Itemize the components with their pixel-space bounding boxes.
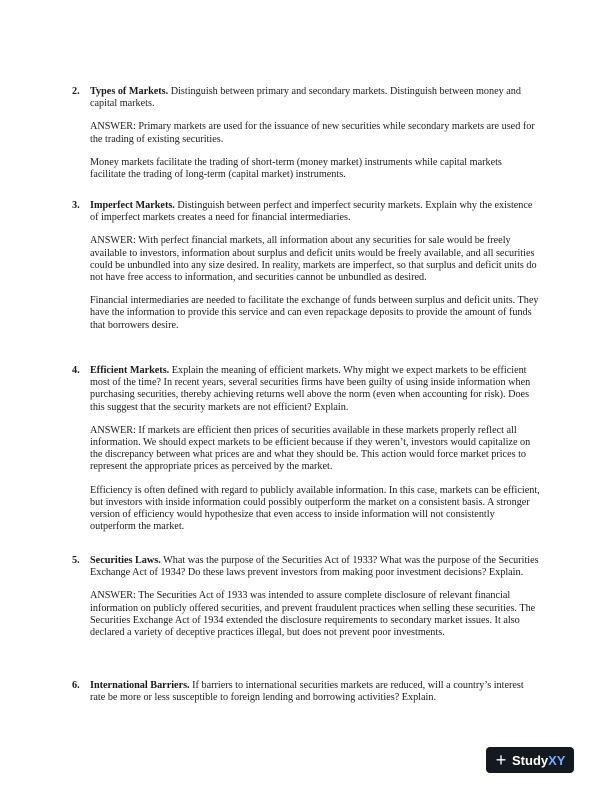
question-text [90, 555, 540, 579]
logo-text-xy: XY [548, 752, 566, 768]
question-title: International Barriers. [90, 680, 190, 691]
logo-text-study: Study [512, 752, 549, 768]
question-body: What was the purpose of the Securities Act of 1933? What was the purpose of the Securities Exchange Act of 1934? Do these laws prevent investors from making poor investment decisions? Explain. [90, 555, 539, 579]
question-4 [72, 365, 540, 533]
question-5 [72, 555, 540, 639]
answer-paragraph: Efficiency is often defined with regard to publicly available information. In this case, markets can be efficient, but investors with inside information could possibly outperform the market on a consistent basis. A stronger version of efficiency would hypothesize that even access to inside information will not consistently outperform the market. [90, 484, 540, 533]
question-number: 4. [72, 365, 80, 376]
answer-paragraph: ANSWER: With perfect financial markets, all information about any securities for sale would be freely available to investors, information about surplus and deficit units would be freely available, and all securities could be unbundled into any size desired. In reality, markets are imperfect, so that surplus and deficit units do not have free access to information, and securities cannot be unbundled as desired. [90, 235, 537, 284]
answer-paragraph: ANSWER: The Securities Act of 1933 was intended to assure complete disclosure of relevant financial information on publicly offered securities, and prevent fraudulent practices when selling these securities. The Securities Exchange Act of 1934 extended the disclosure requirements to secondary market issues. It also declared a variety of deceptive practices illegal, but does not prevent poor investments. [90, 590, 536, 639]
question-title: Types of Markets. [90, 86, 169, 97]
answer-paragraph: ANSWER: If markets are efficient then prices of securities available in these markets properly reflect all information. We should expect markets to be efficient because if they weren’t, investors would capitalize on the discrepancy between what prices are and what they should be. This action would force market prices to represent the appropriate prices as perceived by the market. [90, 424, 531, 473]
question-3 [72, 200, 540, 332]
question-number: 3. [72, 200, 80, 211]
question-6 [72, 680, 540, 704]
question-2 [72, 86, 540, 181]
plus-icon: + [495, 749, 507, 770]
question-number: 6. [72, 680, 80, 691]
answer-paragraph: ANSWER: Primary markets are used for the issuance of new securities while secondary markets are used for the trading of existing securities. [90, 121, 535, 145]
studyxy-logo-badge[interactable] [486, 747, 574, 773]
question-title: Imperfect Markets. [90, 200, 175, 211]
question-body: If barriers to international securities markets are reduced, will a country’s interest rate be more or less susceptible to foreign lending and borrowing activities? Explain. [90, 680, 524, 704]
answer-paragraph: Financial intermediaries are needed to facilitate the exchange of funds between surplus and deficit units. They have the information to provide this service and can even repackage deposits to provide the amount of funds that borrowers desire. [90, 295, 539, 331]
question-body: Explain the meaning of efficient markets. Why might we expect markets to be efficient most of the time? In recent years, several securities firms have been guilty of using inside information when purchasing securities, thereby achieving returns well above the norm (even when accounting for risk). Does this suggest that the security markets are not efficient? Explain. [90, 365, 531, 413]
question-body: Distinguish between primary and secondary markets. Distinguish between money and capital markets. [90, 86, 521, 110]
question-title: Securities Laws. [90, 555, 161, 566]
question-number: 2. [72, 86, 80, 97]
question-text [90, 200, 540, 224]
answer-paragraph: Money markets facilitate the trading of short-term (money market) instruments while capital markets facilitate the trading of long-term (capital market) instruments. [90, 156, 502, 181]
question-text [90, 86, 540, 110]
question-text [90, 680, 540, 704]
question-body: Distinguish between perfect and imperfect security markets. Explain why the existence of imperfect markets creates a need for financial intermediaries. [90, 200, 533, 224]
question-number: 5. [72, 555, 80, 566]
question-title: Efficient Markets. [90, 365, 170, 376]
question-text [90, 365, 540, 414]
